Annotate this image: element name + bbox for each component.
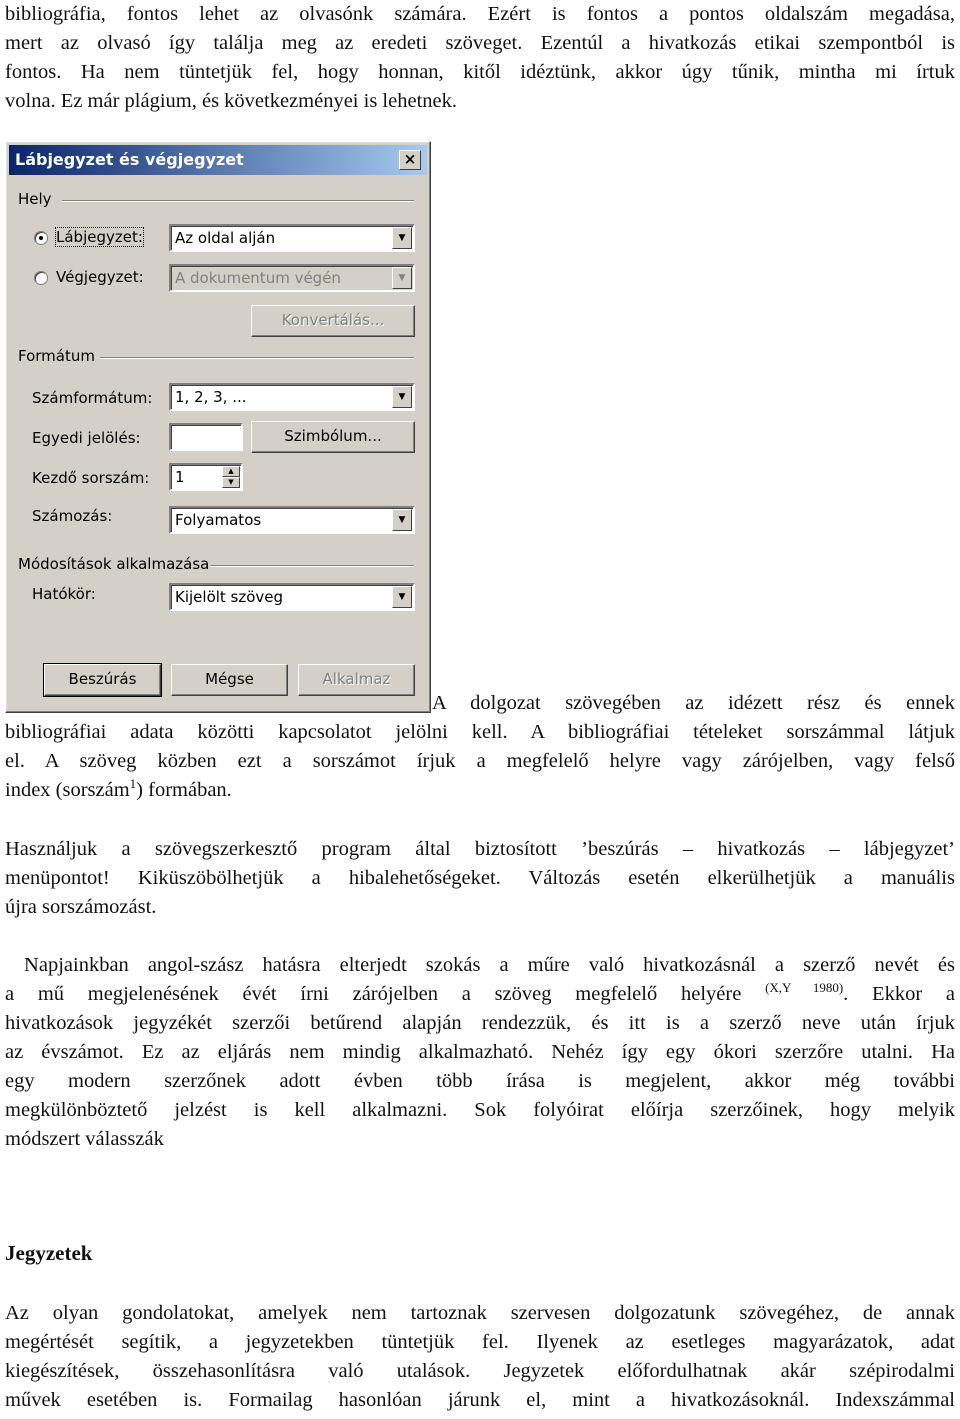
start-at-label: Kezdő sorszám:	[32, 469, 150, 487]
paragraph-1-start	[432, 689, 955, 718]
text-line: megkülönböztető jelzést is kell alkalmazni. Sok folyóirat előírja szerzőinek, hogy melyik	[5, 1099, 955, 1121]
endnote-radio[interactable]	[34, 271, 48, 285]
symbol-button[interactable]: Szimbólum...	[251, 421, 415, 453]
convert-button[interactable]: Konvertálás...	[251, 305, 415, 337]
number-format-select[interactable]	[169, 383, 415, 411]
text-line: A dolgozat szövegében az idézett rész és ennek	[432, 692, 955, 714]
custom-mark-label: Egyedi jelölés:	[32, 429, 141, 447]
dialog-title: Lábjegyzet és végjegyzet	[15, 150, 244, 169]
text-line: Az olyan gondolatokat, amelyek nem tartoznak szervesen dolgozatunk szövegéhez, de annak	[5, 1302, 955, 1324]
dropdown-arrow-icon[interactable]: ▼	[392, 386, 412, 408]
section-heading: Jegyzetek	[5, 1241, 93, 1265]
start-at-stepper[interactable]	[169, 463, 243, 491]
superscript-index: 1	[129, 776, 137, 792]
insert-button[interactable]: Beszúrás	[44, 664, 161, 696]
endnote-position-value: A dokumentum végén	[175, 269, 341, 287]
spin-up-icon[interactable]: ▲	[222, 466, 240, 477]
dialog-titlebar	[9, 145, 427, 175]
text-line: fontos. Ha nem tüntetjük fel, hogy honnan, kitől idéztünk, akkor úgy tűnik, mintha mi írtuk	[5, 61, 955, 83]
paragraph-3	[5, 951, 955, 1154]
dropdown-arrow-icon[interactable]: ▼	[392, 227, 412, 249]
paragraph-2	[5, 835, 955, 922]
text-line	[5, 980, 955, 1009]
group-apply-label: Módosítások alkalmazása	[18, 555, 210, 573]
text-line: mert az olvasó így találja meg az eredeti szöveget. Ezentúl a hivatkozás etikai szempontból is	[5, 32, 955, 54]
group-location-label: Hely	[18, 190, 52, 208]
paragraph-1	[5, 718, 955, 805]
footnote-position-select[interactable]	[169, 224, 415, 252]
text-line	[5, 776, 955, 805]
start-at-value: 1	[175, 468, 185, 486]
text-line: módszert válasszák	[5, 1128, 164, 1150]
text-fragment: ) formában.	[136, 779, 232, 801]
apply-to-value: Kijelölt szöveg	[175, 588, 284, 606]
numbering-label: Számozás:	[32, 507, 113, 525]
cancel-button[interactable]: Mégse	[171, 664, 288, 696]
text-line: Napjainkban angol-szász hatásra elterjedt szokás a műre való hivatkozásnál a szerző nevét és	[5, 954, 955, 976]
spin-down-icon[interactable]: ▼	[222, 477, 240, 488]
dropdown-arrow-icon[interactable]: ▼	[392, 586, 412, 608]
text-line: egy modern szerzőnek adott évben több írása is megjelent, akkor még további	[5, 1070, 955, 1092]
text-line: bibliográfiai adata közötti kapcsolatot jelölni kell. A bibliográfiai tételeket sorszámmal látjuk	[5, 721, 955, 743]
footnote-endnote-dialog	[5, 141, 431, 713]
text-line: kiegészítések, összehasonlításra való utalások. Jegyzetek előfordulhatnak akár szépirodalmi	[5, 1360, 955, 1382]
numbering-select[interactable]	[169, 506, 415, 534]
apply-button[interactable]: Alkalmaz	[298, 664, 415, 696]
text-line: Használjuk a szövegszerkesztő program által biztosított ’beszúrás – hivatkozás – lábjegyzet’	[5, 838, 955, 860]
dropdown-arrow-icon[interactable]: ▼	[392, 267, 412, 289]
text-line: újra sorszámozást.	[5, 896, 157, 918]
text-line: megértését segítik, a jegyzetekben tüntetjük fel. Ilyenek az esetleges magyarázatok, adat	[5, 1331, 955, 1353]
number-format-label: Számformátum:	[32, 389, 153, 407]
superscript-citation: (X,Y 1980)	[765, 980, 844, 996]
text-line: hivatkozások jegyzékét szerzői betűrend alapján rendezzük, és itt is a szerző neve után írjuk	[5, 1012, 955, 1034]
notes-paragraph	[5, 1299, 955, 1415]
spin-buttons	[222, 466, 240, 488]
group-format-label: Formátum	[18, 347, 95, 365]
footnote-radio[interactable]	[34, 231, 48, 245]
group-separator	[100, 357, 414, 359]
apply-to-select[interactable]	[169, 583, 415, 611]
endnote-label[interactable]: Végjegyzet:	[56, 268, 144, 286]
group-separator	[62, 200, 414, 202]
text-fragment: . Ekkor a	[843, 983, 956, 1005]
text-line: menüpontot! Kiküszöbölhetjük a hibalehetőségeket. Változás esetén elkerülhetjük a manuális	[5, 867, 955, 889]
text-line: művek esetében is. Formailag hasonlóan járunk el, mint a hivatkozásoknál. Indexszámmal	[5, 1389, 955, 1411]
custom-mark-input[interactable]	[169, 423, 243, 451]
numbering-value: Folyamatos	[175, 511, 262, 529]
number-format-value: 1, 2, 3, ...	[175, 388, 247, 406]
text-line: bibliográfia, fontos lehet az olvasónk számára. Ezért is fontos a pontos oldalszám megadása,	[5, 3, 955, 25]
footnote-label[interactable]: Lábjegyzet:	[56, 228, 143, 246]
text-line: el. A szöveg közben ezt a sorszámot írjuk a megfelelő helyre vagy zárójelben, vagy felső	[5, 750, 955, 772]
text-line: az évszámot. Ez az eljárás nem mindig alkalmazható. Nehéz így egy ókori szerzőre utalni. Ha	[5, 1041, 955, 1063]
text-line: volna. Ez már plágium, és következményei is lehetnek.	[5, 90, 457, 112]
close-icon[interactable]: ×	[399, 150, 421, 170]
apply-to-label: Hatókör:	[32, 585, 96, 603]
text-fragment: index (sorszám	[5, 779, 130, 801]
intro-paragraph	[5, 0, 955, 116]
group-separator	[211, 565, 414, 567]
footnote-position-value: Az oldal alján	[175, 229, 276, 247]
text-fragment: a mű megjelenésének évét írni zárójelben a szöveg megfelelő helyére	[5, 983, 766, 1005]
dropdown-arrow-icon[interactable]: ▼	[392, 509, 412, 531]
endnote-position-select[interactable]	[169, 264, 415, 292]
